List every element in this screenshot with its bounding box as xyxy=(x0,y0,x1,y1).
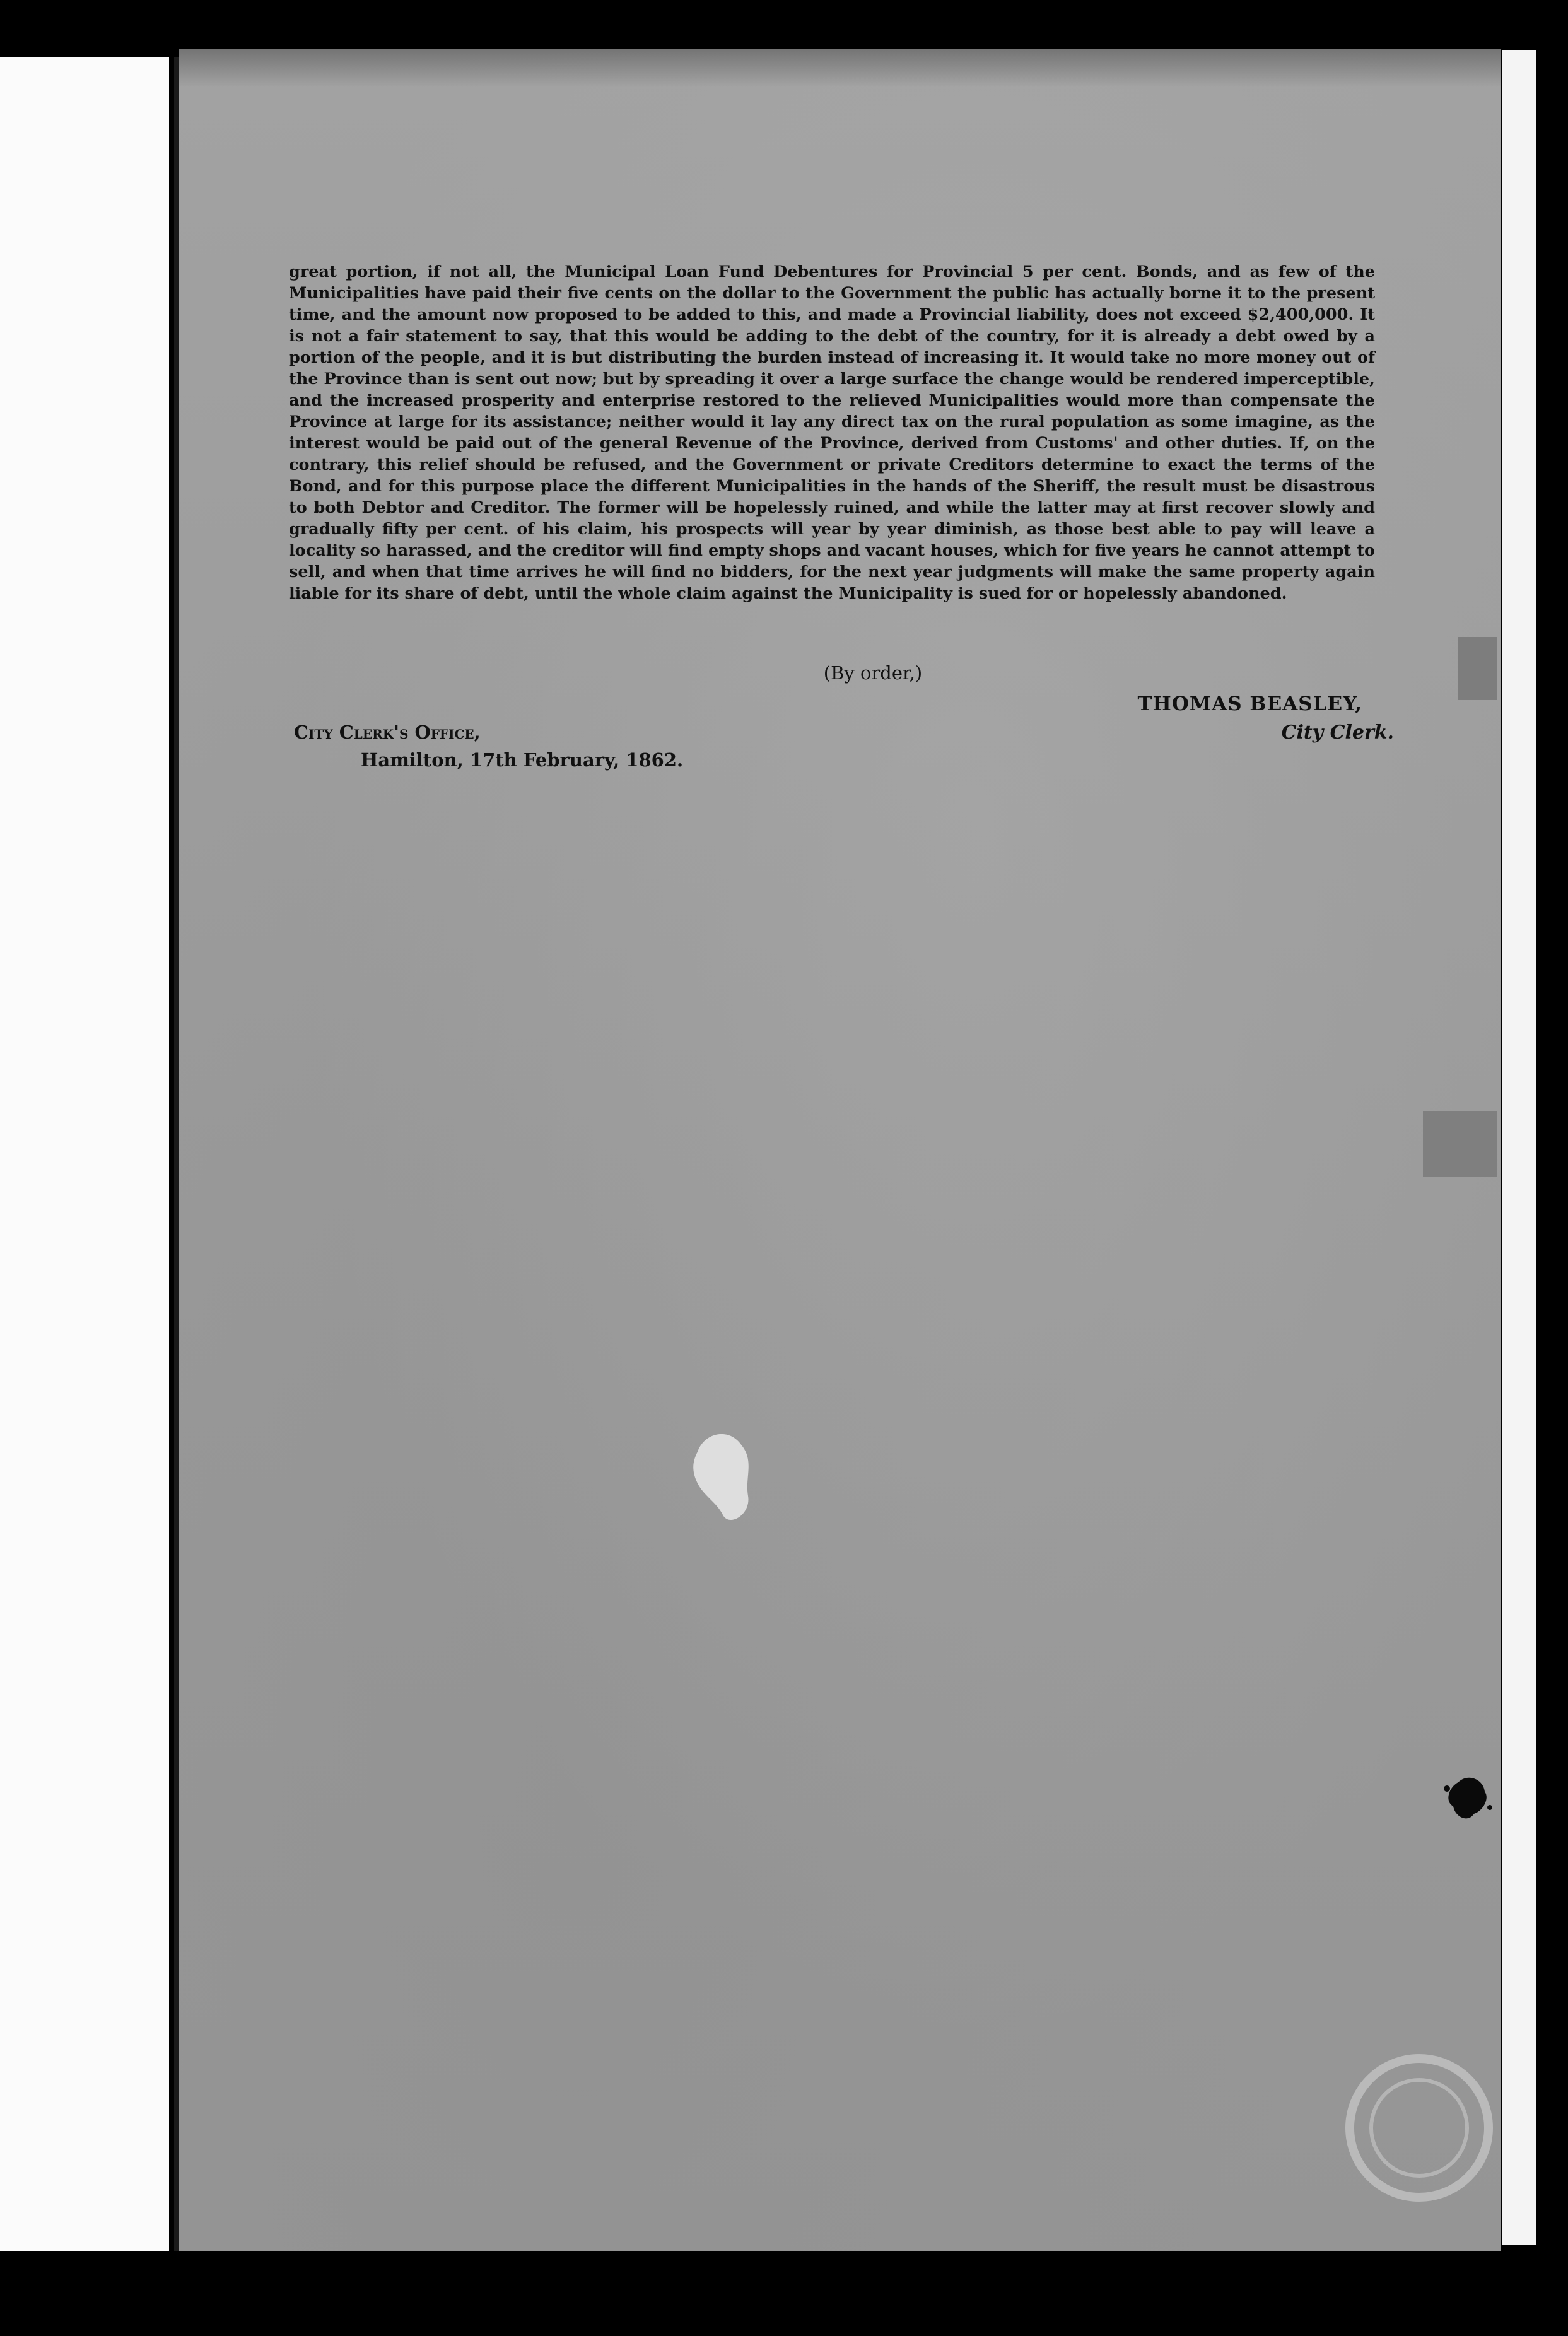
signer-name: THOMAS BEASLEY, xyxy=(1137,692,1362,715)
ink-blot xyxy=(1439,1770,1496,1826)
by-order-line: (By order,) xyxy=(823,662,923,684)
page-tab-marker-lower xyxy=(1423,1111,1497,1177)
office-line: City Clerk's Office, xyxy=(294,721,481,743)
gutter-shadow xyxy=(174,57,179,2251)
signer-title: City Clerk. xyxy=(1281,721,1394,744)
library-stamp xyxy=(1337,2046,1501,2210)
left-paper-margin xyxy=(0,57,169,2251)
page-tab-marker-upper xyxy=(1458,637,1497,700)
paper-smudge xyxy=(685,1427,761,1527)
place-date-line: Hamilton, 17th February, 1862. xyxy=(361,749,684,771)
body-paragraph: great portion, if not all, the Municipal Loan Fund Debentures for Provincial 5 per cent. Bonds, and as few of the Municipalities have paid their five cents on the dollar to the Government the public has actually borne it to the present time, and the amount now proposed to be added to this, and made a Provincial liability, does not exceed $2,400,000. It is not a fair statement to say, that this would be adding to the debt of the country, for it is already a debt owed by a portion of the people, and it is but distributing the burden instead of increasing it. It would take no more money out of the Province than is sent out now; but by spreading it over a large surface the change would be rendered imperceptible, and the increased prosperity and enterprise restored to the relieved Municipalities would more than compensate the Province at large for its assistance; neither would it lay any direct tax on the rural population as some imagine, as the interest would be paid out of the general Revenue of the Province, derived from Customs' and other duties. If, on the contrary, this relief should be refused, and the Government or private Creditors determine to exact the terms of the Bond, and for this purpose place the different Municipalities in the hands of the Sheriff, the result must be disastrous to both Debtor and Creditor. The former will be hopelessly ruined, and while the latter may at first recover slowly and gradually fifty per cent. of his claim, his prospects will year by year diminish, as those best able to pay will leave a locality so harassed, and the creditor will find empty shops and vacant houses, which for five years he cannot attempt to sell, and when that time arrives he will find no bidders, for the next year judgments will make the same property again liable for its share of debt, until the whole claim against the Municipality is sued for or hopelessly abandoned. xyxy=(289,262,1375,603)
document-sheet xyxy=(179,49,1501,2251)
right-paper-edge xyxy=(1502,50,1536,2245)
top-fold-shadow xyxy=(179,49,1501,87)
